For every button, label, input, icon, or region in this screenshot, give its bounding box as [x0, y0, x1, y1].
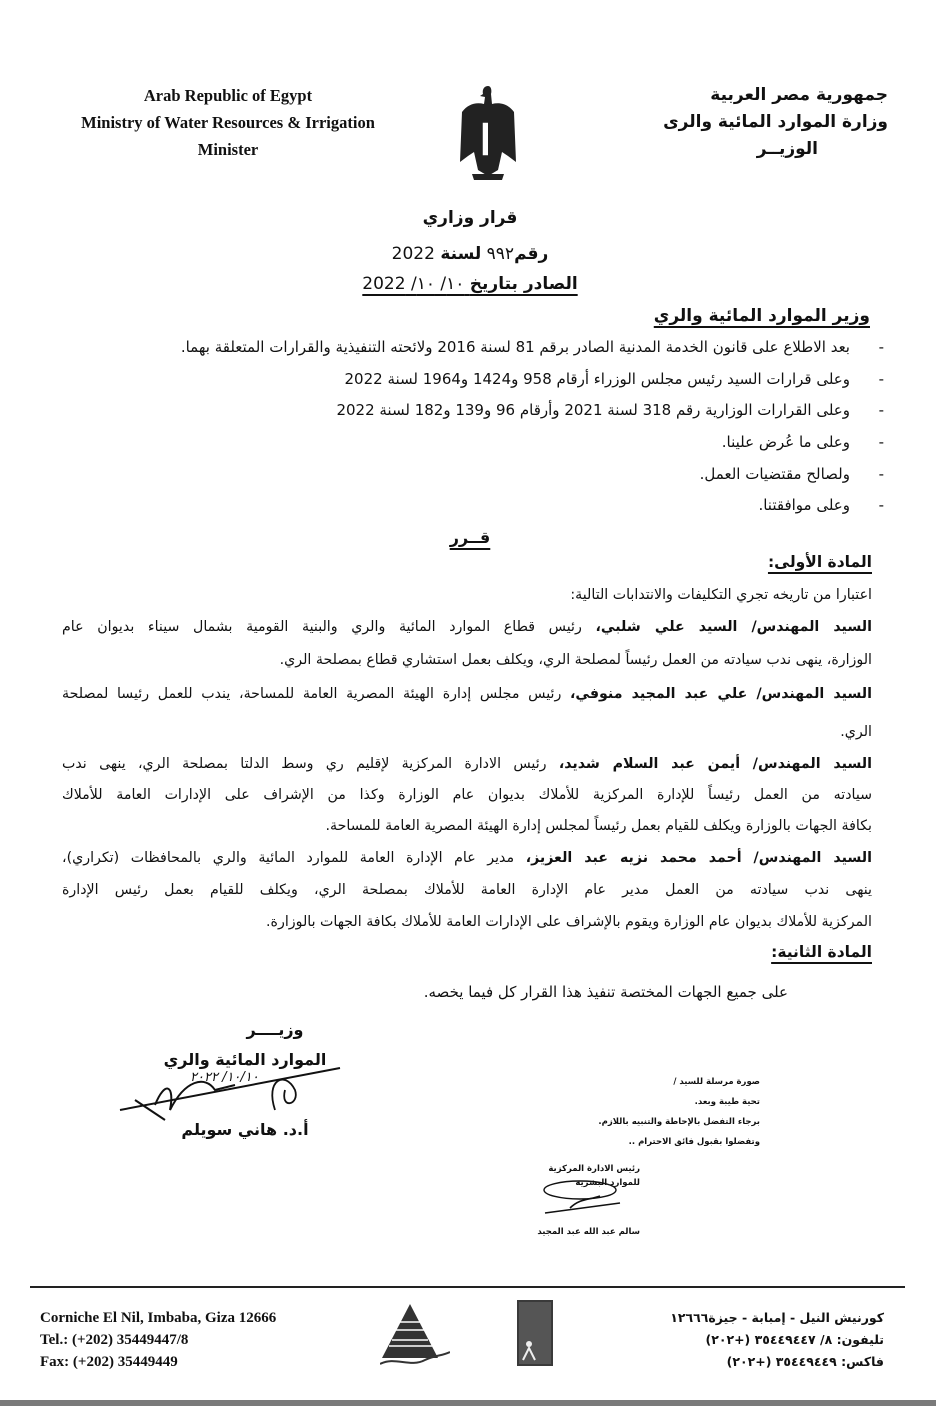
header-en-line: Arab Republic of Egypt: [143, 86, 313, 105]
line-text: رئيس الادارة المركزية لإقليم ري وسط الدلتا بمصلحة الري، ينهى ندب: [62, 756, 559, 772]
decree-title: قرار وزاري: [422, 208, 518, 228]
year-value: 2022: [391, 244, 435, 264]
article2-heading-text: المادة الثانية:: [771, 943, 872, 961]
preamble-item: بعد الاطلاع على قانون الخدمة المدنية الصادر برقم 81 لسنة 2016 ولائحته التنفيذية والقرارات المتعلقة بهما.: [180, 338, 850, 356]
preamble-item: وعلى ما عُرض علينا.: [721, 433, 850, 451]
decree-number: [0, 244, 936, 264]
article1-line: [62, 787, 872, 803]
bullet-dash: -: [878, 370, 884, 388]
article1-line: [62, 587, 872, 603]
number-value: ٩٩٢: [486, 244, 515, 264]
article2-heading: [771, 943, 872, 961]
header-ar-line: وزارة الموارد المائية والرى: [663, 112, 888, 132]
article1-line: [62, 818, 872, 834]
copy-note-line: صورة مرسلة للسيد /: [673, 1077, 760, 1087]
scan-bottom-edge: [0, 1400, 936, 1406]
article1-line: [62, 619, 872, 635]
footer-english: [40, 1307, 276, 1373]
article1-line: [62, 756, 872, 772]
line-text: اعتبارا من تاريخه تجري التكليفات والانتدابات التالية:: [570, 587, 872, 603]
preamble-heading: [654, 306, 870, 326]
line-text: مدير عام الإدارة العامة للموارد المائية والري بالمحافظات (تكراري)،: [62, 850, 526, 866]
article1-line: [62, 724, 872, 740]
preamble-heading-text: وزير الموارد المائية والري: [653, 306, 870, 326]
qr-stamp-icon: [517, 1300, 553, 1366]
header-ar-line: الوزيــر: [756, 139, 818, 159]
line-text: سيادته من العمل رئيساً للإدارة المركزية للأملاك بديوان عام الوزارة وكذا من الإشراف على الإدارات العامة للأملاك: [62, 787, 872, 803]
line-bold: السيد المهندس/ السيد علي شلبي،: [595, 619, 872, 635]
line-text: رئيس مجلس إدارة الهيئة المصرية العامة للمساحة، يندب للعمل رئيسا لمصلحة: [62, 686, 570, 702]
article2-text: على جميع الجهات المختصة تنفيذ هذا القرار كل فيما يخصه.: [423, 983, 788, 1001]
header-english: [48, 82, 408, 163]
article1-heading-text: المادة الأولى:: [767, 553, 872, 571]
bullet-dash: -: [878, 401, 884, 419]
eagle-emblem-icon: [458, 82, 518, 182]
copy-note-line: تحية طيبة وبعد.: [694, 1097, 760, 1107]
handwritten-date: ١٠/١٠/ ٢٠٢٢: [190, 1070, 259, 1085]
ministry-pyramid-logo-icon: [380, 1300, 450, 1370]
line-text: الوزارة، ينهى ندب سيادته من العمل رئيساً لمصلحة الري، ويكلف بعمل استشاري قطاع بمصلحة الري.: [279, 652, 872, 668]
bullet-dash: -: [878, 496, 884, 514]
line-text: ينهى ندب سيادته من العمل مدير عام الإدارة العامة للأملاك بمصلحة الري، ويكلف للقيام بعمل رئيس الإدارة: [62, 882, 872, 898]
signer-title-line: للموارد البشرية: [575, 1178, 640, 1188]
line-bold: السيد المهندس/ أيمن عبد السلام شديد،: [558, 756, 872, 772]
footer-arabic: [670, 1307, 884, 1373]
footer-fax: Fax: (+202) 35449449: [40, 1354, 178, 1370]
decided-text: قــرر: [449, 528, 491, 547]
issued-date: ١٠/ ١٠/ 2022: [362, 274, 465, 294]
decree-issued: [0, 274, 936, 294]
signature-title2: الموارد المائية والري: [163, 1050, 327, 1069]
copy-note: [560, 1072, 760, 1152]
line-text: بكافة الجهات بالوزارة ويكلف للقيام بعمل رئيساً لمجلس إدارة الهيئة المصرية العامة للمساحة.: [325, 818, 872, 834]
hr-signature-scribble-icon: [540, 1178, 630, 1223]
article1-line: [62, 686, 872, 702]
footer-fax-ar: فاكس: ٣٥٤٤٩٤٤٩ (+٢٠٢): [726, 1354, 884, 1369]
copy-note-line: برجاء التفضل بالإحاطة والتنبيه باللازم.: [598, 1117, 760, 1127]
copy-note-line: وتفضلوا بقبول فائق الاحترام ..: [628, 1137, 760, 1147]
line-text: رئيس قطاع الموارد المائية والري والبنية القومية بشمال سيناء بديوان عام: [62, 619, 596, 635]
footer-address-ar: كورنيش النيل - إمبابة - جيزة١٢٦٦٦: [670, 1310, 884, 1325]
bullet-dash: -: [878, 433, 884, 451]
article1-line: [62, 882, 872, 898]
footer-tel: Tel.: (+202) 35449447/8: [40, 1332, 189, 1348]
article1-line: [62, 914, 872, 930]
article1-line: [62, 850, 872, 866]
number-label: رقم: [514, 244, 549, 264]
header-ar-line: جمهورية مصر العربية: [710, 85, 888, 105]
article1-heading: [768, 553, 872, 571]
footer-divider: [30, 1286, 905, 1288]
year-label: لسنة: [440, 244, 482, 264]
issued-label: الصادر بتاريخ: [469, 274, 578, 294]
line-bold: السيد المهندس/ علي عبد المجيد منوفي،: [570, 686, 872, 702]
line-text: الري.: [840, 724, 872, 740]
header-en-line: Minister: [197, 140, 259, 159]
line-text: المركزية للأملاك بديوان عام الوزارة ويقوم بالإشراف على الإدارات العامة للأملاك بكافة الجهات بالوزارة.: [266, 914, 872, 930]
preamble-item: وعلى قرارات السيد رئيس مجلس الوزراء أرقام 958 و1424 و1964 لسنة 2022: [344, 370, 850, 388]
footer-tel-ar: تليفون: ٨/ ٣٥٤٤٩٤٤٧ (+٢٠٢): [705, 1332, 884, 1347]
signature-title1: وزيــــر: [246, 1020, 304, 1039]
preamble-item: ولصالح مقتضيات العمل.: [699, 465, 850, 483]
bullet-dash: -: [878, 465, 884, 483]
preamble-item: وعلى القرارات الوزارية رقم 318 لسنة 2021 وأرقام 96 و139 و182 لسنة 2022: [336, 401, 850, 419]
signer-title-line: رئيس الادارة المركزية: [548, 1164, 640, 1174]
footer-address: Corniche El Nil, Imbaba, Giza 12666: [40, 1310, 277, 1326]
line-bold: السيد المهندس/ أحمد محمد نزيه عبد العزيز،: [525, 850, 872, 866]
decided-heading: [0, 528, 936, 547]
article1-line: [62, 652, 872, 668]
header-arabic: [628, 82, 888, 163]
bullet-dash: -: [878, 338, 884, 356]
hr-signer-name: سالم عبد الله عبد المجيد: [537, 1227, 640, 1237]
preamble-item: وعلى موافقتنا.: [758, 496, 850, 514]
header-en-line: Ministry of Water Resources & Irrigation: [81, 113, 375, 132]
minister-name: أ.د. هاني سويلم: [181, 1120, 309, 1139]
